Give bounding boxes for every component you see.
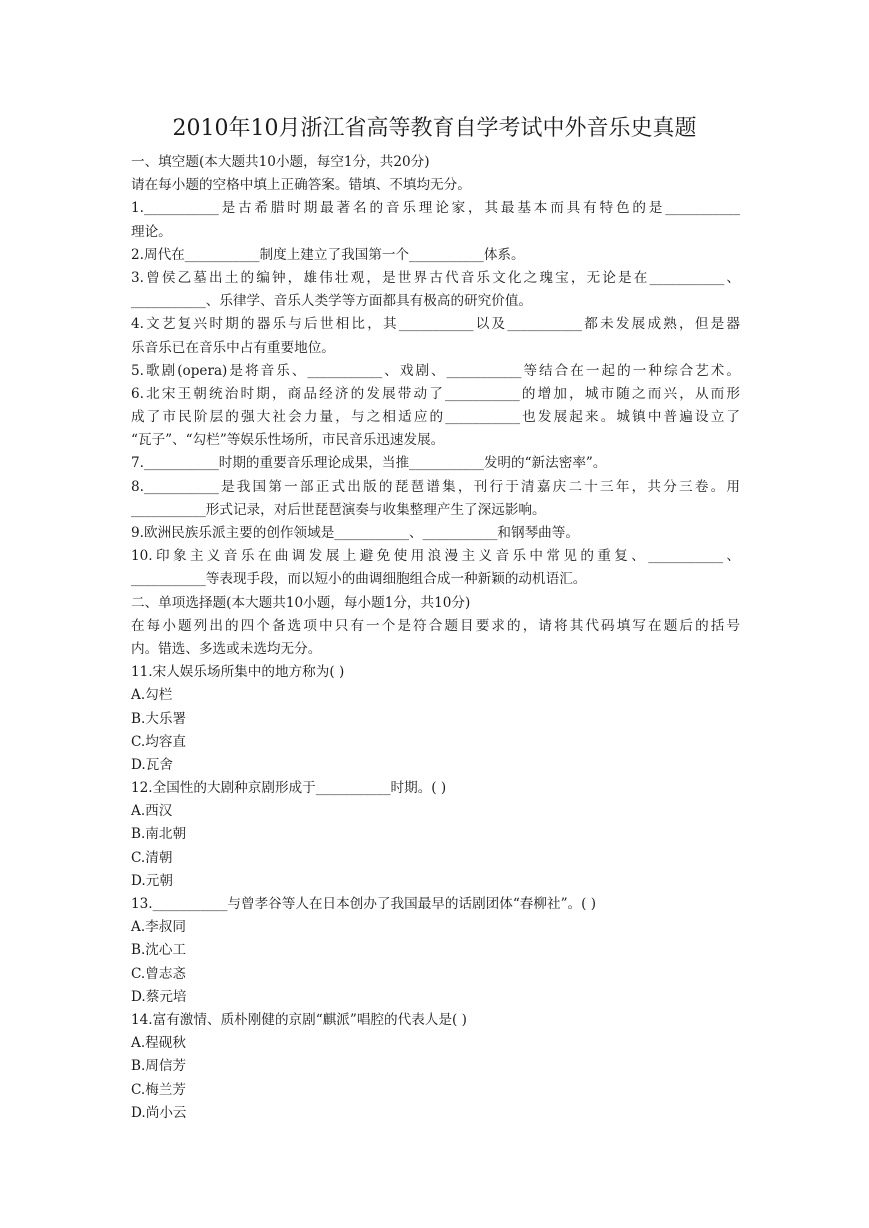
question-stem: 11.宋人娱乐场所集中的地方称为( )	[131, 664, 345, 681]
question-option: C.清朝	[131, 849, 173, 866]
question-stem: 12.全国性的大剧种京剧形成于___________时期。( )	[131, 780, 447, 797]
fill-line: ___________形式记录，对后世琵琶演奏与收集整理产生了深远影响。	[131, 501, 546, 518]
section1-heading: 一、填空题(本大题共10小题，每空1分，共20分)	[131, 154, 430, 170]
question-option: D.元朝	[131, 872, 173, 889]
fill-line: 4.文艺复兴时期的器乐与后世相比，其___________以及___________都未发展成熟，但是器	[131, 316, 740, 333]
fill-line: 10.印象主义音乐在曲调发展上避免使用浪漫主义音乐中常见的重复、___________、	[131, 548, 740, 565]
question-stem: 13.___________与曾孝谷等人在日本创办了我国最早的话剧团体“春柳社”。( )	[131, 896, 597, 912]
question-option: B.大乐署	[131, 710, 187, 727]
fill-line: 1.___________是古希腊时期最著名的音乐理论家，其最基本而具有特色的是___________	[131, 200, 740, 217]
fill-line: ___________、乐律学、音乐人类学等方面都具有极高的研究价值。	[131, 293, 533, 310]
fill-line: 8.___________是我国第一部正式出版的琵琶谱集，刊行于清嘉庆二十三年，共分三卷。用	[131, 478, 740, 495]
question-option: C.曾志忞	[131, 965, 187, 982]
fill-line: 3.曾侯乙墓出土的编钟，雄伟壮观，是世界古代音乐文化之瑰宝，无论是在___________、	[131, 269, 740, 286]
question-option: B.周信芳	[131, 1058, 187, 1075]
question-option: A.西汉	[131, 803, 173, 820]
section1-instruction: 请在每小题的空格中填上正确答案。错填、不填均无分。	[131, 177, 471, 194]
question-option: D.蔡元培	[131, 988, 187, 1005]
fill-line: 乐音乐已在音乐中占有重要地位。	[131, 339, 335, 356]
fill-line: 理论。	[131, 223, 172, 240]
question-option: A.勾栏	[131, 687, 173, 704]
question-option: B.南北朝	[131, 826, 187, 843]
fill-line: 成了市民阶层的强大社会力量，与之相适应的___________也发展起来。城镇中普遍设立了	[131, 409, 740, 426]
question-option: D.瓦舍	[131, 756, 173, 773]
section2-instruction: 内。错选、多选或未选均无分。	[131, 640, 322, 657]
question-option: C.梅兰芳	[131, 1081, 187, 1098]
fill-line: 7.___________时期的重要音乐理论成果，当推___________发明的“新法密率”。	[131, 455, 607, 472]
question-option: A.李叔同	[131, 919, 186, 936]
question-option: D.尚小云	[131, 1104, 187, 1121]
section2-heading: 二、单项选择题(本大题共10小题，每小题1分，共10分)	[131, 594, 471, 611]
question-option: A.程砚秋	[131, 1035, 186, 1052]
fill-line: ___________等表现手段，而以短小的曲调细胞组合成一种新颖的动机语汇。	[131, 571, 587, 588]
fill-line: 9.欧洲民族乐派主要的创作领域是___________、___________和钢琴曲等。	[131, 525, 579, 541]
exam-body	[131, 151, 740, 1125]
fill-line: 6.北宋王朝统治时期，商品经济的发展带动了___________的增加，城市随之而兴，从而形	[131, 385, 740, 402]
fill-line: “瓦子”、“勾栏”等娱乐性场所，市民音乐迅速发展。	[131, 432, 445, 449]
question-option: B.沈心工	[131, 942, 187, 959]
fill-line: 5.歌剧(opera)是将音乐、___________、戏剧、___________等结合在一起的一种综合艺术。	[131, 362, 740, 379]
question-option: C.均容直	[131, 733, 187, 750]
question-stem: 14.富有激情、质朴刚健的京剧“麒派”唱腔的代表人是( )	[131, 1011, 467, 1028]
section2-instruction: 在每小题列出的四个备选项中只有一个是符合题目要求的，请将其代码填写在题后的括号	[131, 617, 740, 634]
fill-line: 2.周代在___________制度上建立了我国第一个___________体系。	[131, 246, 525, 263]
page-title: 2010年10月浙江省高等教育自学考试中外音乐史真题	[172, 116, 697, 141]
